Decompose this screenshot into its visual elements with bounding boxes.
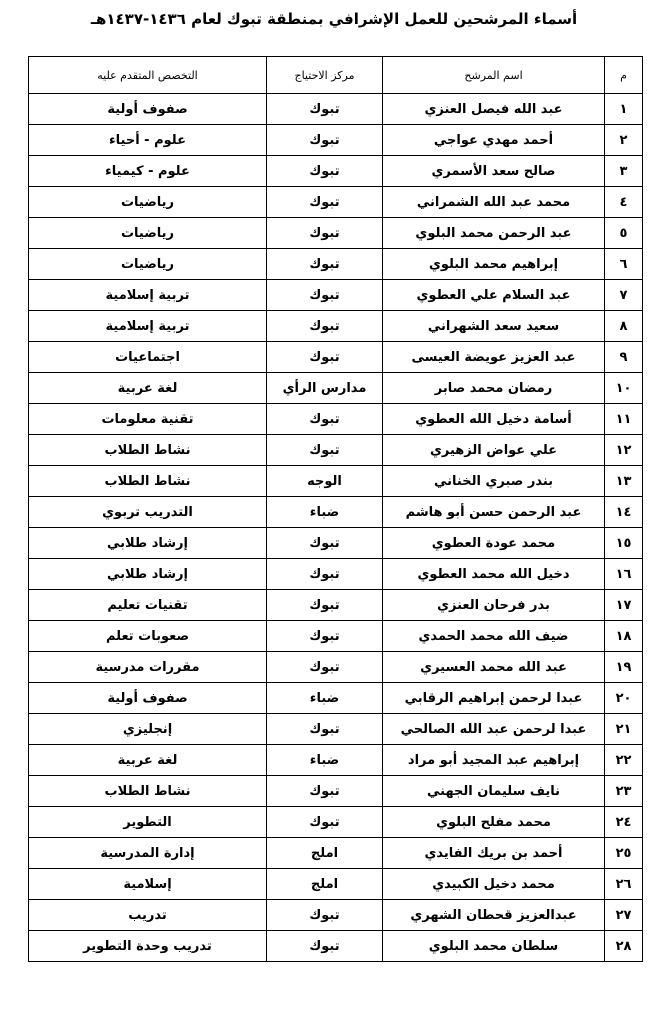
- candidate-name: عبد الرحمن حسن أبو هاشم: [383, 497, 605, 528]
- need-center: تبوك: [267, 435, 383, 466]
- specialty: صعوبات تعلم: [29, 621, 267, 652]
- table-row: [29, 714, 643, 745]
- table-row: [29, 683, 643, 714]
- row-number: ٢٠: [605, 683, 643, 714]
- table-row: [29, 404, 643, 435]
- row-number: ١٣: [605, 466, 643, 497]
- need-center: تبوك: [267, 621, 383, 652]
- table-row: [29, 435, 643, 466]
- table-header-row: [29, 57, 643, 94]
- specialty: التطوير: [29, 807, 267, 838]
- candidate-name: أحمد بن بريك الفايدي: [383, 838, 605, 869]
- need-center: تبوك: [267, 652, 383, 683]
- row-number: ٢٧: [605, 900, 643, 931]
- candidate-name: عبدا لرحمن عبد الله الصالحي: [383, 714, 605, 745]
- need-center: تبوك: [267, 807, 383, 838]
- table-row: [29, 931, 643, 962]
- need-center: تبوك: [267, 404, 383, 435]
- table-row: [29, 249, 643, 280]
- table-row: [29, 776, 643, 807]
- need-center: ضباء: [267, 683, 383, 714]
- row-number: ٢٥: [605, 838, 643, 869]
- need-center: تبوك: [267, 714, 383, 745]
- candidates-table: [28, 56, 643, 962]
- table-row: [29, 590, 643, 621]
- candidate-name: رمضان محمد صابر: [383, 373, 605, 404]
- row-number: ١١: [605, 404, 643, 435]
- specialty: تربية إسلامية: [29, 311, 267, 342]
- specialty: نشاط الطلاب: [29, 776, 267, 807]
- candidate-name: محمد مفلح البلوي: [383, 807, 605, 838]
- header-num: م: [605, 57, 643, 94]
- candidate-name: إبراهيم محمد البلوي: [383, 249, 605, 280]
- row-number: ٢١: [605, 714, 643, 745]
- row-number: ٣: [605, 156, 643, 187]
- row-number: ١٩: [605, 652, 643, 683]
- row-number: ٢٣: [605, 776, 643, 807]
- header-center: مركز الاحتياج: [267, 57, 383, 94]
- specialty: إرشاد طلابي: [29, 528, 267, 559]
- candidate-name: بندر صبري الخناني: [383, 466, 605, 497]
- need-center: تبوك: [267, 559, 383, 590]
- table-row: [29, 807, 643, 838]
- specialty: إسلامية: [29, 869, 267, 900]
- table-row: [29, 745, 643, 776]
- table-row: [29, 342, 643, 373]
- need-center: تبوك: [267, 94, 383, 125]
- specialty: تقنيات تعليم: [29, 590, 267, 621]
- need-center: تبوك: [267, 900, 383, 931]
- table-row: [29, 373, 643, 404]
- specialty: إدارة المدرسية: [29, 838, 267, 869]
- candidate-name: دخيل الله محمد العطوي: [383, 559, 605, 590]
- candidate-name: عبدا لرحمن إبراهيم الرقابي: [383, 683, 605, 714]
- candidate-name: عبدالعزيز قحطان الشهري: [383, 900, 605, 931]
- row-number: ٩: [605, 342, 643, 373]
- table-row: [29, 559, 643, 590]
- need-center: ضباء: [267, 745, 383, 776]
- candidate-name: أسامة دخيل الله العطوي: [383, 404, 605, 435]
- row-number: ٧: [605, 280, 643, 311]
- specialty: التدريب تربوي: [29, 497, 267, 528]
- table-row: [29, 280, 643, 311]
- row-number: ١٦: [605, 559, 643, 590]
- table-body: [29, 94, 643, 962]
- candidate-name: إبراهيم عبد المجيد أبو مراد: [383, 745, 605, 776]
- specialty: لغة عربية: [29, 745, 267, 776]
- need-center: تبوك: [267, 311, 383, 342]
- need-center: تبوك: [267, 156, 383, 187]
- row-number: ٢: [605, 125, 643, 156]
- specialty: علوم - أحياء: [29, 125, 267, 156]
- need-center: الوجه: [267, 466, 383, 497]
- table-row: [29, 900, 643, 931]
- candidate-name: عبد الله محمد العسيري: [383, 652, 605, 683]
- specialty: تقنية معلومات: [29, 404, 267, 435]
- need-center: تبوك: [267, 187, 383, 218]
- candidate-name: علي عواض الزهيري: [383, 435, 605, 466]
- row-number: ٥: [605, 218, 643, 249]
- table-row: [29, 621, 643, 652]
- need-center: تبوك: [267, 249, 383, 280]
- table-row: [29, 869, 643, 900]
- candidate-name: عبد الرحمن محمد البلوي: [383, 218, 605, 249]
- table-row: [29, 156, 643, 187]
- specialty: صفوف أولية: [29, 683, 267, 714]
- candidate-name: أحمد مهدي عواجي: [383, 125, 605, 156]
- table-row: [29, 497, 643, 528]
- header-specialty: التخصص المتقدم عليه: [29, 57, 267, 94]
- need-center: تبوك: [267, 218, 383, 249]
- need-center: تبوك: [267, 125, 383, 156]
- candidate-name: عبد الله فيصل العنزي: [383, 94, 605, 125]
- header-name: اسم المرشح: [383, 57, 605, 94]
- row-number: ١٤: [605, 497, 643, 528]
- row-number: ٤: [605, 187, 643, 218]
- table-row: [29, 838, 643, 869]
- need-center: تبوك: [267, 528, 383, 559]
- row-number: ١٧: [605, 590, 643, 621]
- row-number: ١: [605, 94, 643, 125]
- specialty: نشاط الطلاب: [29, 435, 267, 466]
- table-row: [29, 187, 643, 218]
- need-center: تبوك: [267, 776, 383, 807]
- table-row: [29, 94, 643, 125]
- specialty: تدريب وحدة التطوير: [29, 931, 267, 962]
- row-number: ١٨: [605, 621, 643, 652]
- candidate-name: محمد عودة العطوي: [383, 528, 605, 559]
- row-number: ٢٢: [605, 745, 643, 776]
- specialty: رياضيات: [29, 187, 267, 218]
- table-row: [29, 125, 643, 156]
- need-center: تبوك: [267, 931, 383, 962]
- specialty: صفوف أولية: [29, 94, 267, 125]
- candidate-name: سعيد سعد الشهراني: [383, 311, 605, 342]
- specialty: إرشاد طلابي: [29, 559, 267, 590]
- table-row: [29, 311, 643, 342]
- table-row: [29, 528, 643, 559]
- specialty: علوم - كيمياء: [29, 156, 267, 187]
- candidate-name: محمد عبد الله الشمراني: [383, 187, 605, 218]
- need-center: تبوك: [267, 590, 383, 621]
- candidate-name: نايف سليمان الجهني: [383, 776, 605, 807]
- table-row: [29, 652, 643, 683]
- candidate-name: محمد دخيل الكبيدي: [383, 869, 605, 900]
- candidate-name: بدر فرحان العنزي: [383, 590, 605, 621]
- candidate-name: صالح سعد الأسمري: [383, 156, 605, 187]
- table-row: [29, 218, 643, 249]
- need-center: تبوك: [267, 342, 383, 373]
- need-center: املج: [267, 869, 383, 900]
- table-row: [29, 466, 643, 497]
- need-center: ضباء: [267, 497, 383, 528]
- specialty: رياضيات: [29, 218, 267, 249]
- need-center: مدارس الرأي: [267, 373, 383, 404]
- specialty: تربية إسلامية: [29, 280, 267, 311]
- specialty: لغة عربية: [29, 373, 267, 404]
- candidate-name: عبد السلام علي العطوي: [383, 280, 605, 311]
- row-number: ٢٦: [605, 869, 643, 900]
- candidate-name: سلطان محمد البلوي: [383, 931, 605, 962]
- row-number: ١٠: [605, 373, 643, 404]
- page-title: أسماء المرشحين للعمل الإشرافي بمنطقة تبوك لعام ١٤٣٦-١٤٣٧هـ: [90, 10, 578, 28]
- row-number: ٢٨: [605, 931, 643, 962]
- specialty: نشاط الطلاب: [29, 466, 267, 497]
- need-center: تبوك: [267, 280, 383, 311]
- specialty: رياضيات: [29, 249, 267, 280]
- row-number: ١٢: [605, 435, 643, 466]
- need-center: املج: [267, 838, 383, 869]
- specialty: مقررات مدرسية: [29, 652, 267, 683]
- row-number: ٦: [605, 249, 643, 280]
- specialty: اجتماعيات: [29, 342, 267, 373]
- row-number: ١٥: [605, 528, 643, 559]
- row-number: ٨: [605, 311, 643, 342]
- specialty: تدريب: [29, 900, 267, 931]
- specialty: إنجليزي: [29, 714, 267, 745]
- candidate-name: ضيف الله محمد الحمدي: [383, 621, 605, 652]
- candidate-name: عبد العزيز عويضة العيسى: [383, 342, 605, 373]
- row-number: ٢٤: [605, 807, 643, 838]
